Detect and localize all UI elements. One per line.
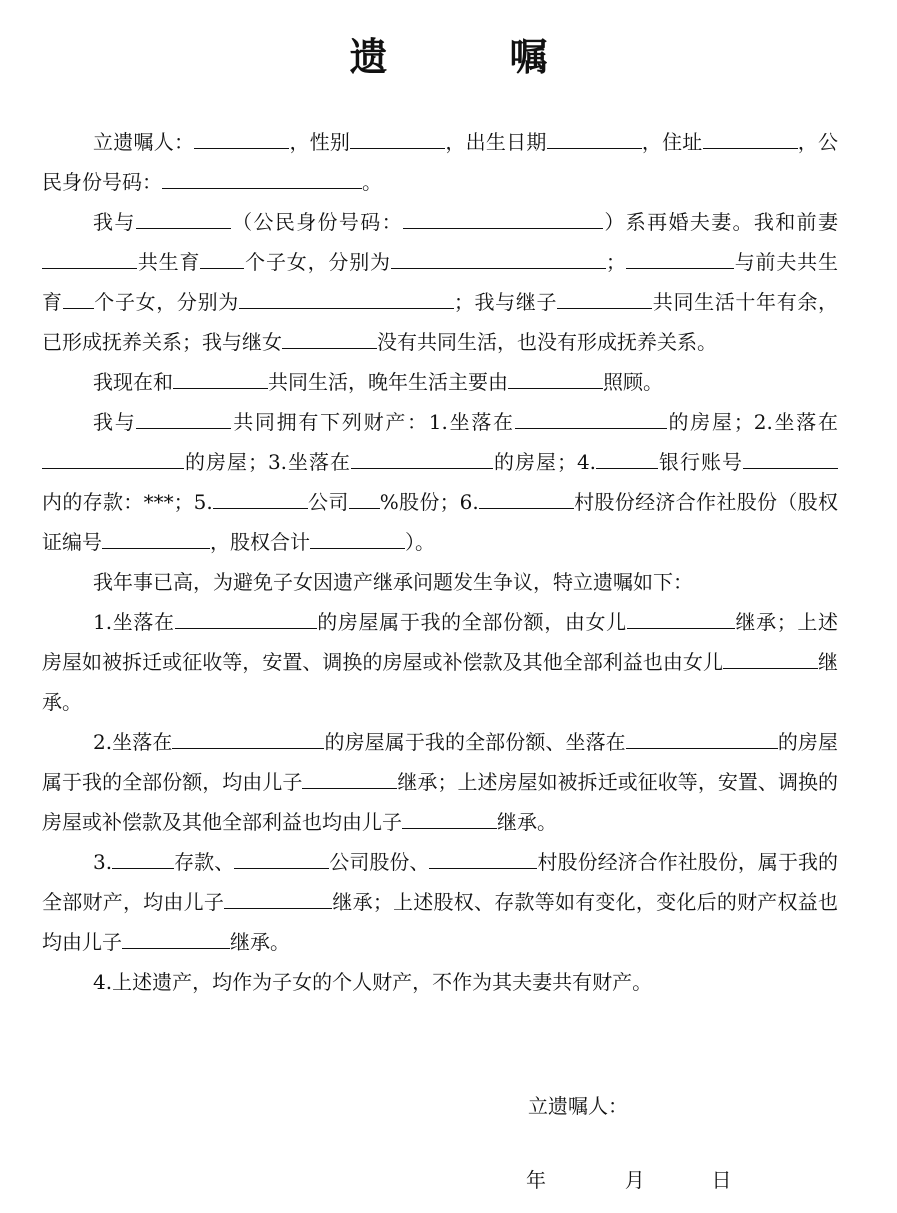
blank-son[interactable] bbox=[302, 767, 397, 789]
blank-company-shares[interactable] bbox=[234, 847, 329, 869]
blank-id-number[interactable] bbox=[162, 167, 362, 189]
blank-clause2-house-1[interactable] bbox=[172, 727, 324, 749]
paragraph-clause-2: 2.坐落在 的房屋属于我的全部份额、坐落在 的房屋属于我的全部份额，均由儿子 继承；上述房屋如被拆迁或征收等，安置、调换的房屋或补偿款及其他全部利益也均由儿子 继承。 bbox=[42, 722, 838, 842]
blank-village[interactable] bbox=[479, 487, 574, 509]
blank-village-shares[interactable] bbox=[429, 847, 537, 869]
date-month-label: 月 bbox=[624, 1168, 645, 1192]
blank-son-2[interactable] bbox=[402, 807, 497, 829]
blank-clause2-house-2[interactable] bbox=[626, 727, 778, 749]
blank-co-owner[interactable] bbox=[136, 407, 231, 429]
blank-deposit[interactable] bbox=[112, 847, 174, 869]
blank-company[interactable] bbox=[213, 487, 308, 509]
blank-bank[interactable] bbox=[596, 447, 658, 469]
blank-son-3[interactable] bbox=[224, 887, 332, 909]
document-title: 遗 嘱 bbox=[349, 35, 590, 79]
blank-spouse[interactable] bbox=[136, 207, 231, 229]
blank-spouse-2[interactable] bbox=[626, 247, 734, 269]
blank-house-2[interactable] bbox=[42, 447, 184, 469]
blank-house-1[interactable] bbox=[515, 407, 667, 429]
paragraph-testator-info: 立遗嘱人： ，性别 ，出生日期 ，住址 ，公民身份号码： 。 bbox=[42, 122, 838, 202]
will-body bbox=[42, 122, 838, 1002]
paragraph-living: 我现在和 共同生活，晚年生活主要由 照顾。 bbox=[42, 362, 838, 402]
blank-children-names[interactable] bbox=[391, 247, 606, 269]
paragraph-clause-3: 3. 存款、 公司股份、 村股份经济合作社股份，属于我的全部财产，均由儿子 继承；上述股权、存款等如有变化，变化后的财产权益也均由儿子 继承。 bbox=[42, 842, 838, 962]
blank-spouse-id[interactable] bbox=[403, 207, 603, 229]
blank-children-names-2[interactable] bbox=[239, 287, 454, 309]
blank-daughter[interactable] bbox=[627, 607, 735, 629]
blank-stepson[interactable] bbox=[557, 287, 652, 309]
paragraph-clause-1: 1.坐落在 的房屋属于我的全部份额，由女儿 继承；上述房屋如被拆迁或征收等，安置、调换的房屋或补偿款及其他全部利益也由女儿 继承。 bbox=[42, 602, 838, 722]
blank-children-count[interactable] bbox=[200, 247, 244, 269]
blank-certificate-no[interactable] bbox=[102, 527, 210, 549]
date-day-label: 日 bbox=[711, 1168, 732, 1192]
paragraph-family: 我与 （公民身份号码： ）系再婚夫妻。我和前妻共生育 个子女，分别为 ； 与前夫共生育 个子女，分别为 ；我与继子 共同生活十年有余，已形成抚养关系；我与继女 没有共同生活，也没有形成抚养关系。 bbox=[42, 202, 838, 362]
blank-living-with[interactable] bbox=[173, 367, 268, 389]
paragraph-clause-4: 4.上述遗产，均作为子女的个人财产，不作为其夫妻共有财产。 bbox=[93, 970, 653, 994]
blank-stepdaughter[interactable] bbox=[282, 327, 377, 349]
blank-daughter-2[interactable] bbox=[723, 647, 818, 669]
blank-name[interactable] bbox=[194, 127, 289, 149]
blank-gender[interactable] bbox=[350, 127, 445, 149]
blank-share-total[interactable] bbox=[310, 527, 405, 549]
signature-label: 立遗嘱人： bbox=[528, 1094, 628, 1118]
blank-account[interactable] bbox=[743, 447, 838, 469]
blank-birth-date[interactable] bbox=[547, 127, 642, 149]
blank-share-percent[interactable] bbox=[349, 487, 380, 509]
date-line bbox=[526, 1160, 731, 1200]
blank-children-count-2[interactable] bbox=[63, 287, 94, 309]
paragraph-intent: 我年事已高，为避免子女因遗产继承问题发生争议，特立遗嘱如下： bbox=[93, 570, 693, 594]
blank-address[interactable] bbox=[703, 127, 798, 149]
blank-caregiver[interactable] bbox=[508, 367, 603, 389]
blank-former-wife[interactable] bbox=[42, 247, 137, 269]
blank-son-4[interactable] bbox=[122, 927, 230, 949]
blank-clause1-house[interactable] bbox=[175, 607, 317, 629]
date-year-label: 年 bbox=[526, 1168, 546, 1192]
blank-house-3[interactable] bbox=[351, 447, 493, 469]
paragraph-property: 我与 共同拥有下列财产：1.坐落在 的房屋；2.坐落在的房屋；3.坐落在 的房屋；4. 银行账号内的存款：***；5. 公司 %股份；6. 村股份经济合作社股份（股权证编号 ，股权合计 ）。 bbox=[42, 402, 838, 562]
